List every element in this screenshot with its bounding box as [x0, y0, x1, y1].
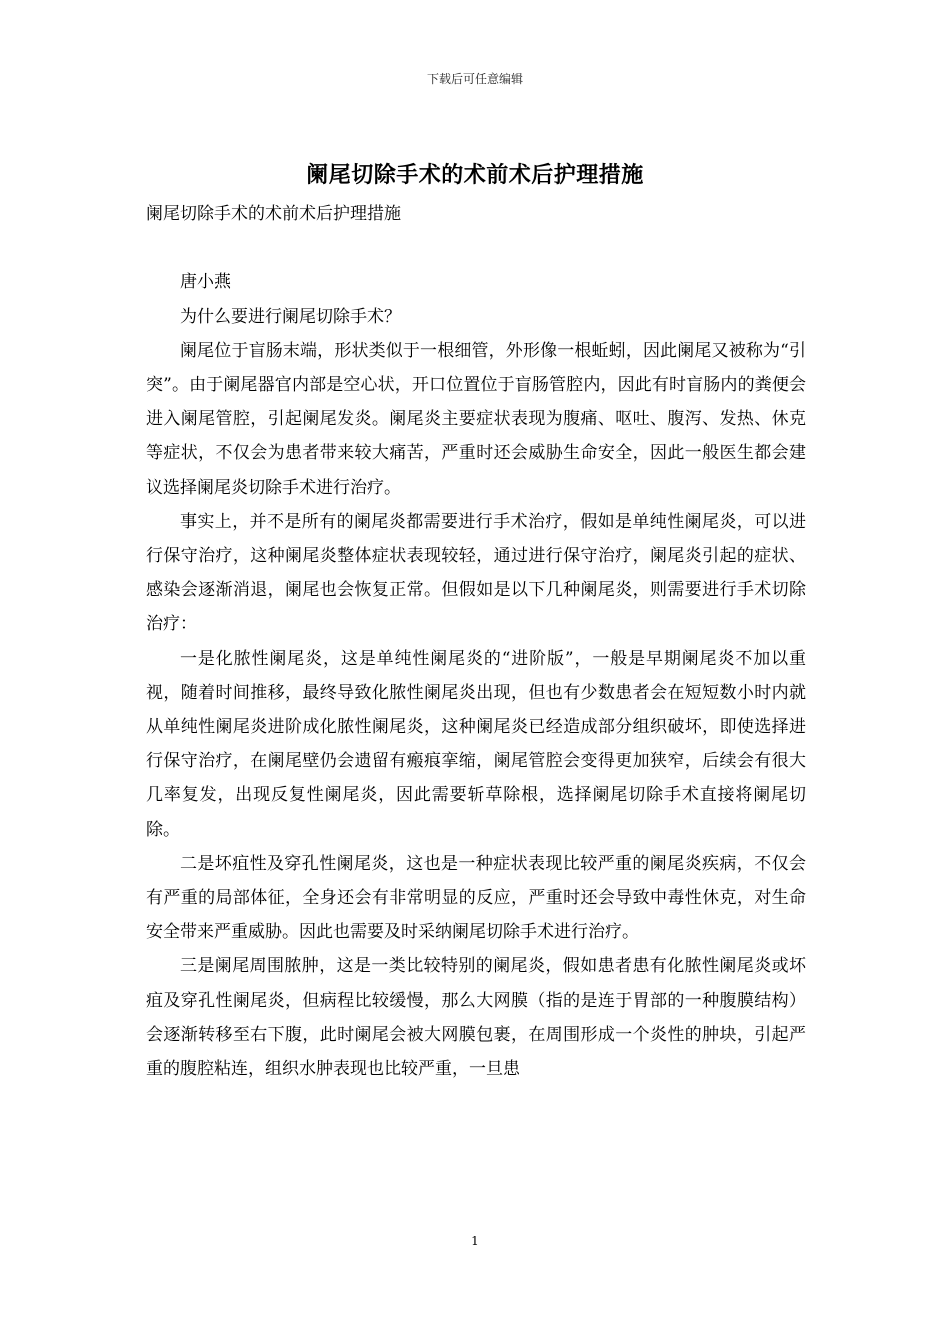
page-number: 1	[471, 1234, 479, 1248]
paragraph: 事实上，并不是所有的阑尾炎都需要进行手术治疗，假如是单纯性阑尾炎，可以进行保守治疗，这种阑尾炎整体症状表现较轻，通过进行保守治疗，阑尾炎引起的症状、感染会逐渐消退，阑尾也会恢复正常。但假如是以下几种阑尾炎，则需要进行手术切除治疗：	[146, 511, 806, 635]
question-heading: 为什么要进行阑尾切除手术？	[180, 306, 401, 327]
document-subtitle: 阑尾切除手术的术前术后护理措施	[146, 204, 401, 224]
paragraph: 一是化脓性阑尾炎，这是单纯性阑尾炎的“进阶版”，一般是早期阑尾炎不加以重视，随着时间推移，最终导致化脓性阑尾炎出现，但也有少数患者会在短短数小时内就从单纯性阑尾炎进阶成化脓性阑尾炎，这种阑尾炎已经造成部分组织破坏，即使选择进行保守治疗，在阑尾壁仍会遗留有瘢痕挛缩，阑尾管腔会变得更加狭窄，后续会有很大几率复发，出现反复性阑尾炎，因此需要斩草除根，选择阑尾切除手术直接将阑尾切除。	[146, 648, 806, 840]
author-name: 唐小燕	[180, 272, 231, 293]
page-header: 下载后可任意编辑	[426, 72, 523, 86]
paragraph: 二是坏疽性及穿孔性阑尾炎，这也是一种症状表现比较严重的阑尾炎疾病，不仅会有严重的局部体征，全身还会有非常明显的反应，严重时还会导致中毒性休克，对生命安全带来严重威胁。因此也需要及时采纳阑尾切除手术进行治疗。	[146, 853, 806, 943]
paragraph: 阑尾位于盲肠末端，形状类似于一根细管，外形像一根蚯蚓，因此阑尾又被称为“引突”。由于阑尾器官内部是空心状，开口位置位于盲肠管腔内，因此有时盲肠内的粪便会进入阑尾管腔，引起阑尾发炎。阑尾炎主要症状表现为腹痛、呕吐、腹泻、发热、休克等症状，不仅会为患者带来较大痛苦，严重时还会威胁生命安全，因此一般医生都会建议选择阑尾炎切除手术进行治疗。	[146, 340, 806, 498]
document-title: 阑尾切除手术的术前术后护理措施	[306, 162, 644, 188]
paragraph: 三是阑尾周围脓肿，这是一类比较特别的阑尾炎，假如患者患有化脓性阑尾炎或坏疽及穿孔性阑尾炎，但病程比较缓慢，那么大网膜（指的是连于胃部的一种腹膜结构）会逐渐转移至右下腹，此时阑尾会被大网膜包裹，在周围形成一个炎性的肿块，引起严重的腹腔粘连，组织水肿表现也比较严重，一旦患	[146, 956, 806, 1080]
document-body	[146, 197, 806, 1086]
